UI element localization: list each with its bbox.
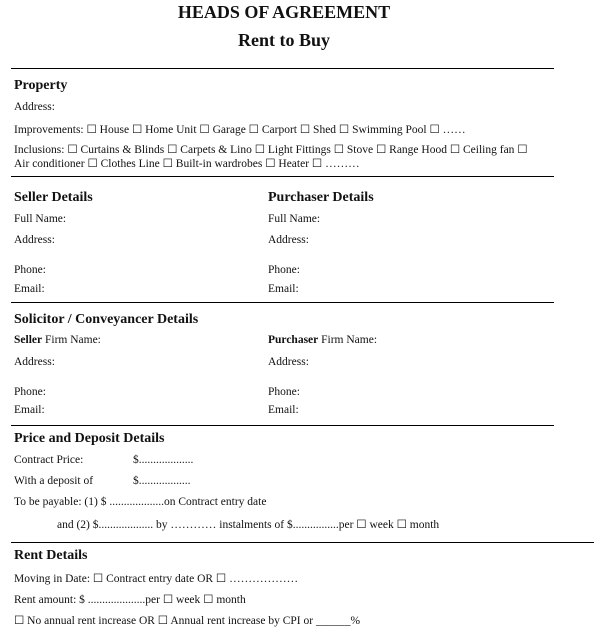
document-title: HEADS OF AGREEMENT bbox=[177, 2, 391, 22]
purchaser-full-name-label: Full Name: bbox=[268, 213, 321, 225]
inclusions-line-1: Inclusions: ☐ Curtains & Blinds ☐ Carpets & Lino ☐ Light Fittings ☐ Stove ☐ Range Hood ☐ Ceiling fan ☐ bbox=[14, 144, 528, 156]
seller-heading: Seller Details bbox=[14, 190, 93, 205]
seller-email-label: Email: bbox=[14, 283, 45, 295]
purchaser-firm-rest: Firm Name: bbox=[318, 334, 378, 346]
divider bbox=[11, 425, 554, 426]
seller-firm-bold: Seller bbox=[14, 334, 43, 346]
divider bbox=[11, 542, 594, 543]
inclusions-line-2: Air conditioner ☐ Clothes Line ☐ Built-in wardrobes ☐ Heater ☐ ……… bbox=[14, 158, 360, 170]
property-heading: Property bbox=[14, 78, 68, 93]
document-subtitle: Rent to Buy bbox=[237, 30, 330, 50]
solicitor-seller-address-label: Address: bbox=[14, 356, 55, 368]
rent-increase-line: ☐ No annual rent increase OR ☐ Annual rent increase by CPI or ______% bbox=[14, 615, 361, 627]
seller-phone-label: Phone: bbox=[14, 264, 46, 276]
seller-address-label: Address: bbox=[14, 234, 55, 246]
divider bbox=[11, 68, 554, 69]
solicitor-purchaser-phone-label: Phone: bbox=[268, 386, 300, 398]
contract-price-label: Contract Price: bbox=[14, 454, 84, 466]
rent-amount-line: Rent amount: $ ....................per ☐ week ☐ month bbox=[14, 594, 246, 606]
purchaser-email-label: Email: bbox=[268, 283, 299, 295]
purchaser-firm-bold: Purchaser bbox=[268, 334, 319, 346]
payable-line-1: To be payable: (1) $ ...................on Contract entry date bbox=[14, 496, 267, 508]
seller-full-name-label: Full Name: bbox=[14, 213, 67, 225]
purchaser-heading: Purchaser Details bbox=[268, 190, 374, 205]
improvements-line: Improvements: ☐ House ☐ Home Unit ☐ Garage ☐ Carport ☐ Shed ☐ Swimming Pool ☐ …… bbox=[14, 124, 466, 136]
deposit-value: $.................. bbox=[133, 475, 191, 487]
divider bbox=[11, 176, 554, 177]
solicitor-purchaser-address-label: Address: bbox=[268, 356, 309, 368]
moving-in-line: Moving in Date: ☐ Contract entry date OR ☐ ……………… bbox=[14, 573, 299, 585]
solicitor-purchaser-email-label: Email: bbox=[268, 404, 299, 416]
seller-firm-name-label bbox=[14, 334, 101, 346]
solicitor-heading: Solicitor / Conveyancer Details bbox=[14, 312, 199, 327]
seller-firm-rest: Firm Name: bbox=[42, 334, 101, 346]
deposit-label: With a deposit of bbox=[14, 475, 94, 487]
property-address-label: Address: bbox=[14, 101, 55, 113]
price-heading: Price and Deposit Details bbox=[14, 431, 165, 446]
purchaser-firm-name-label bbox=[268, 334, 377, 346]
contract-price-value: $................... bbox=[133, 454, 194, 466]
solicitor-seller-phone-label: Phone: bbox=[14, 386, 46, 398]
divider bbox=[11, 302, 554, 303]
payable-line-2: and (2) $................... by ………… instalments of $................per ☐ week ☐ month bbox=[57, 519, 440, 531]
purchaser-phone-label: Phone: bbox=[268, 264, 300, 276]
purchaser-address-label: Address: bbox=[268, 234, 309, 246]
solicitor-seller-email-label: Email: bbox=[14, 404, 45, 416]
rent-heading: Rent Details bbox=[14, 548, 88, 563]
